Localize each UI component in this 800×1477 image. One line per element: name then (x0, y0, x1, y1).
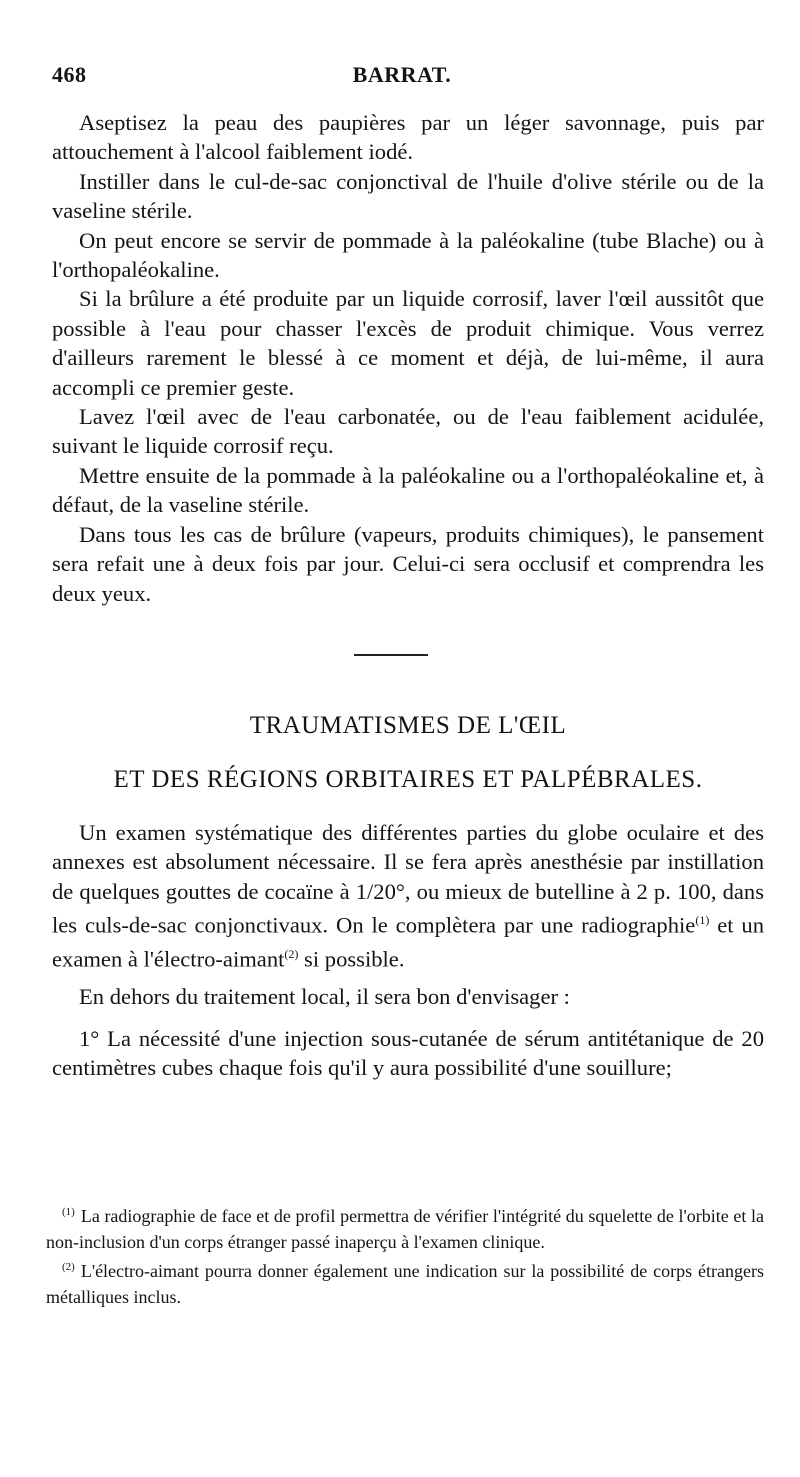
footnote-reference: (2) (284, 947, 299, 962)
paragraph: Aseptisez la peau des paupières par un léger savonnage, puis par attouchement à l'alcool faiblement iodé. (52, 110, 764, 165)
footnote-mark: (1) (62, 1206, 75, 1218)
paragraph: Si la brûlure a été produite par un liquide corrosif, laver l'œil aussitôt que possible à l'eau pour chasser l'excès de produit chimique. Vous verrez d'ailleurs rarement le blessé à ce moment et déjà, de lui-même, il aura accompli ce premier geste. (52, 286, 764, 400)
list-item: 1° La nécessité d'une injection sous-cutanée de sérum antitétanique de 20 centimètres cubes chaque fois qu'il y aura possibilité d'une souillure; (52, 1025, 764, 1080)
heading-line: TRAUMATISMES DE L'ŒIL (249, 712, 567, 739)
footnote (46, 1255, 764, 1310)
page-header (52, 62, 752, 92)
section-divider (354, 654, 428, 656)
paragraph-text: et un examen à l'électro-aimant (52, 912, 764, 972)
paragraph: Instiller dans le cul-de-sac conjonctival de l'huile d'olive stérile ou de la vaseline stérile. (52, 168, 764, 224)
paragraph (52, 818, 764, 974)
section-heading (52, 706, 764, 814)
paragraph: En dehors du traitement local, il sera bon d'envisager : (79, 984, 570, 1010)
section-text (52, 818, 764, 1082)
footnote (46, 1200, 764, 1255)
footnotes (46, 1200, 764, 1310)
page-number: 468 (52, 62, 87, 87)
footnote-text: L'électro-aimant pourra donner également une indication sur la possibilité de corps étrangers métalliques inclus. (46, 1261, 764, 1307)
footnote-reference: (1) (695, 913, 710, 928)
paragraph-text: Un examen systématique des différentes parties du globe oculaire et des annexes est absolument nécessaire. Il se fera après anesthésie par instillation de quelques gouttes de cocaïne à 1/20°, ou mieux de butelline à 2 p. 100, dans les culs-de-sac conjonctivaux. On le complètera par une radiographie (52, 820, 764, 938)
heading-line: ET DES RÉGIONS ORBITAIRES ET PALPÉBRALES. (113, 766, 703, 793)
footnote-text: La radiographie de face et de profil permettra de vérifier l'intégrité du squelette de l'orbite et la non-inclusion d'un corps étranger passé inaperçu à l'examen clinique. (46, 1206, 764, 1252)
paragraph: Mettre ensuite de la pommade à la paléokaline ou a l'orthopaléokaline et, à défaut, de la vaseline stérile. (52, 462, 764, 518)
running-title: BARRAT. (352, 62, 452, 87)
paragraph: Dans tous les cas de brûlure (vapeurs, produits chimiques), le pansement sera refait une à deux fois par jour. Celui-ci sera occlusif et comprendra les deux yeux. (52, 521, 764, 606)
body-text (52, 108, 764, 608)
paragraph: On peut encore se servir de pommade à la paléokaline (tube Blache) ou à l'orthopaléokaline. (52, 227, 764, 283)
footnote-mark: (2) (62, 1261, 75, 1274)
paragraph: Lavez l'œil avec de l'eau carbonatée, ou de l'eau faiblement acidulée, suivant le liquide corrosif reçu. (52, 404, 764, 459)
paragraph-text: si possible. (298, 946, 405, 972)
